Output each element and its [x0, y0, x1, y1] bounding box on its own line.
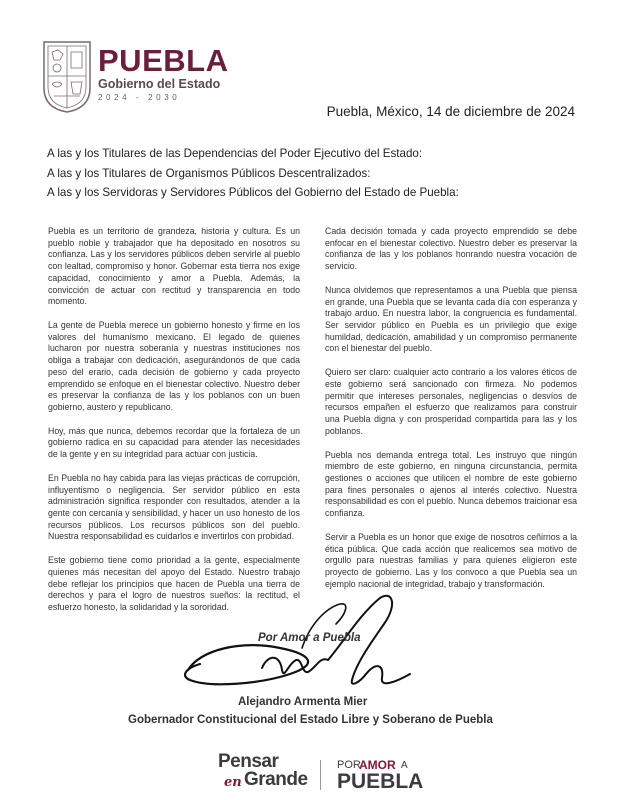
por-amor-a-puebla-logo	[337, 753, 437, 797]
body-paragraph: Este gobierno tiene como prioridad a la gente, especialmente quienes más necesitan del apoyo del Estado. Nuestro trabajo debe reflejar los principios que hacen de Puebla una tierra de derechos y para el logro de nuestros sueños: la rectitud, el esfuerzo honesto, la solidaridad y la sororidad.	[48, 555, 300, 613]
dateline: Puebla, México, 14 de diciembre de 2024	[326, 104, 575, 119]
pensar-en-grande-logo	[218, 752, 310, 796]
signer-name: Alejandro Armenta Mier	[238, 696, 368, 708]
signer-title: Gobernador Constitucional del Estado Libre y Soberano de Puebla	[128, 714, 493, 726]
addressee-line: A las y los Servidoras y Servidores Públicos del Gobierno del Estado de Puebla:	[47, 186, 459, 199]
closing-phrase: Por Amor a Puebla	[258, 632, 361, 644]
coat-of-arms-icon	[40, 38, 94, 114]
body-paragraph: Puebla es un territorio de grandeza, historia y cultura. Es un pueblo noble y trabajador que ha depositado en nosotros su confianza. Las y los servidores públicos deben servirle al pueblo con lealtad, compromiso y honor. Gobernar esta tierra nos exige capacidad, conocimiento y amor a Puebla. Además, la convicción de actuar con rectitud y transparencia en todo momento.	[48, 226, 300, 307]
body-paragraph: La gente de Puebla merece un gobierno honesto y firme en los valores del humanismo mexicano. El legado de quienes lucharon por nuestra soberanía y nuestras instituciones nos obliga a trabajar con dedicación, asegurándonos de que cada peso del erario, cada decisión de gobierno y cada proyecto emprendido se enfoque en el bienestar colectivo. Nuestro deber es preservar la confianza de las y los poblanos con un buen gobierno, austero y republicano.	[48, 320, 300, 412]
body-paragraph: Puebla nos demanda entrega total. Les instruyo que ningún miembro de este gobierno, en ninguna circunstancia, permita gestiones o acciones que utilicen el nombre de este gobierno para fines personales o ajenos al interés colectivo. Nuestra responsabilidad es con el pueblo. Nunca debemos traicionar esa confianza.	[325, 449, 577, 519]
footer-grande: Grande	[244, 769, 308, 790]
body-paragraph: Servir a Puebla es un honor que exige de nosotros ceñirnos a la ética pública. Que cada acción que realicemos sea motivo de orgullo para nuestras familias y para quienes eligieron este proyecto de gobierno. Las y los convoco a que Puebla sea un ejemplo nacional de integridad, trabajo y transformación.	[325, 531, 577, 589]
footer-en: en	[224, 775, 242, 790]
body-paragraph: Hoy, más que nunca, debemos recordar que la fortaleza de un gobierno radica en su capacidad para atender las necesidades de la gente y en su integridad para actuar con justicia.	[48, 425, 300, 460]
footer-puebla: PUEBLA	[337, 770, 424, 793]
footer-pensar: Pensar	[218, 751, 279, 772]
brand-logo	[98, 43, 229, 102]
addressee-line: A las y los Titulares de las Dependencias del Poder Ejecutivo del Estado:	[47, 147, 423, 160]
footer-por: POR	[337, 759, 361, 771]
brand-subtitle: Gobierno del Estado	[98, 77, 221, 91]
addressee-line: A las y los Titulares de Organismos Públicos Descentralizados:	[47, 166, 371, 180]
body-column-left	[48, 226, 300, 626]
brand-name: PUEBLA	[98, 43, 229, 78]
addressee-block	[47, 144, 587, 203]
footer-divider	[320, 760, 321, 790]
body-paragraph: Quiero ser claro: cualquier acto contrario a los valores éticos de este gobierno será sancionado con firmeza. No podemos permitir que intereses personales, negligencias o desvíos de recursos empañen el esfuerzo que realizamos para construir una Puebla digna y con prosperidad compartida para las y los poblanos.	[325, 367, 577, 436]
body-paragraph: Cada decisión tomada y cada proyecto emprendido se debe enfocar en el bienestar colectivo. Nuestro deber es preservar la confianza de las y los poblanos honrando nuestra vocación de servicio.	[325, 226, 577, 272]
brand-years: 2024 - 2030	[98, 93, 181, 102]
body-column-right	[325, 226, 577, 602]
body-paragraph: Nunca olvidemos que representamos a una Puebla que piensa en grande, una Puebla que se levanta cada día con esperanza y trabajo arduo. En nuestra labor, la congruencia es fundamental. Ser servidor público en Puebla es un privilegio que exige humildad, dedicación, amabilidad y un compromiso permanente con el bienestar del pueblo.	[325, 284, 577, 354]
body-paragraph: En Puebla no hay cabida para las viejas prácticas de corrupción, influyentismo o negligencia. Ser servidor público en esta administración significa responder con resultados, atender a la gente con cercanía y sensibilidad, y hacer un uso honesto de los recursos públicos. Los recursos públicos son del pueblo. Nuestra responsabilidad es cuidarlos e invertirlos con probidad.	[48, 472, 300, 542]
footer-amor: AMOR	[359, 758, 396, 772]
footer-a: A	[401, 760, 408, 771]
signature	[170, 584, 420, 714]
